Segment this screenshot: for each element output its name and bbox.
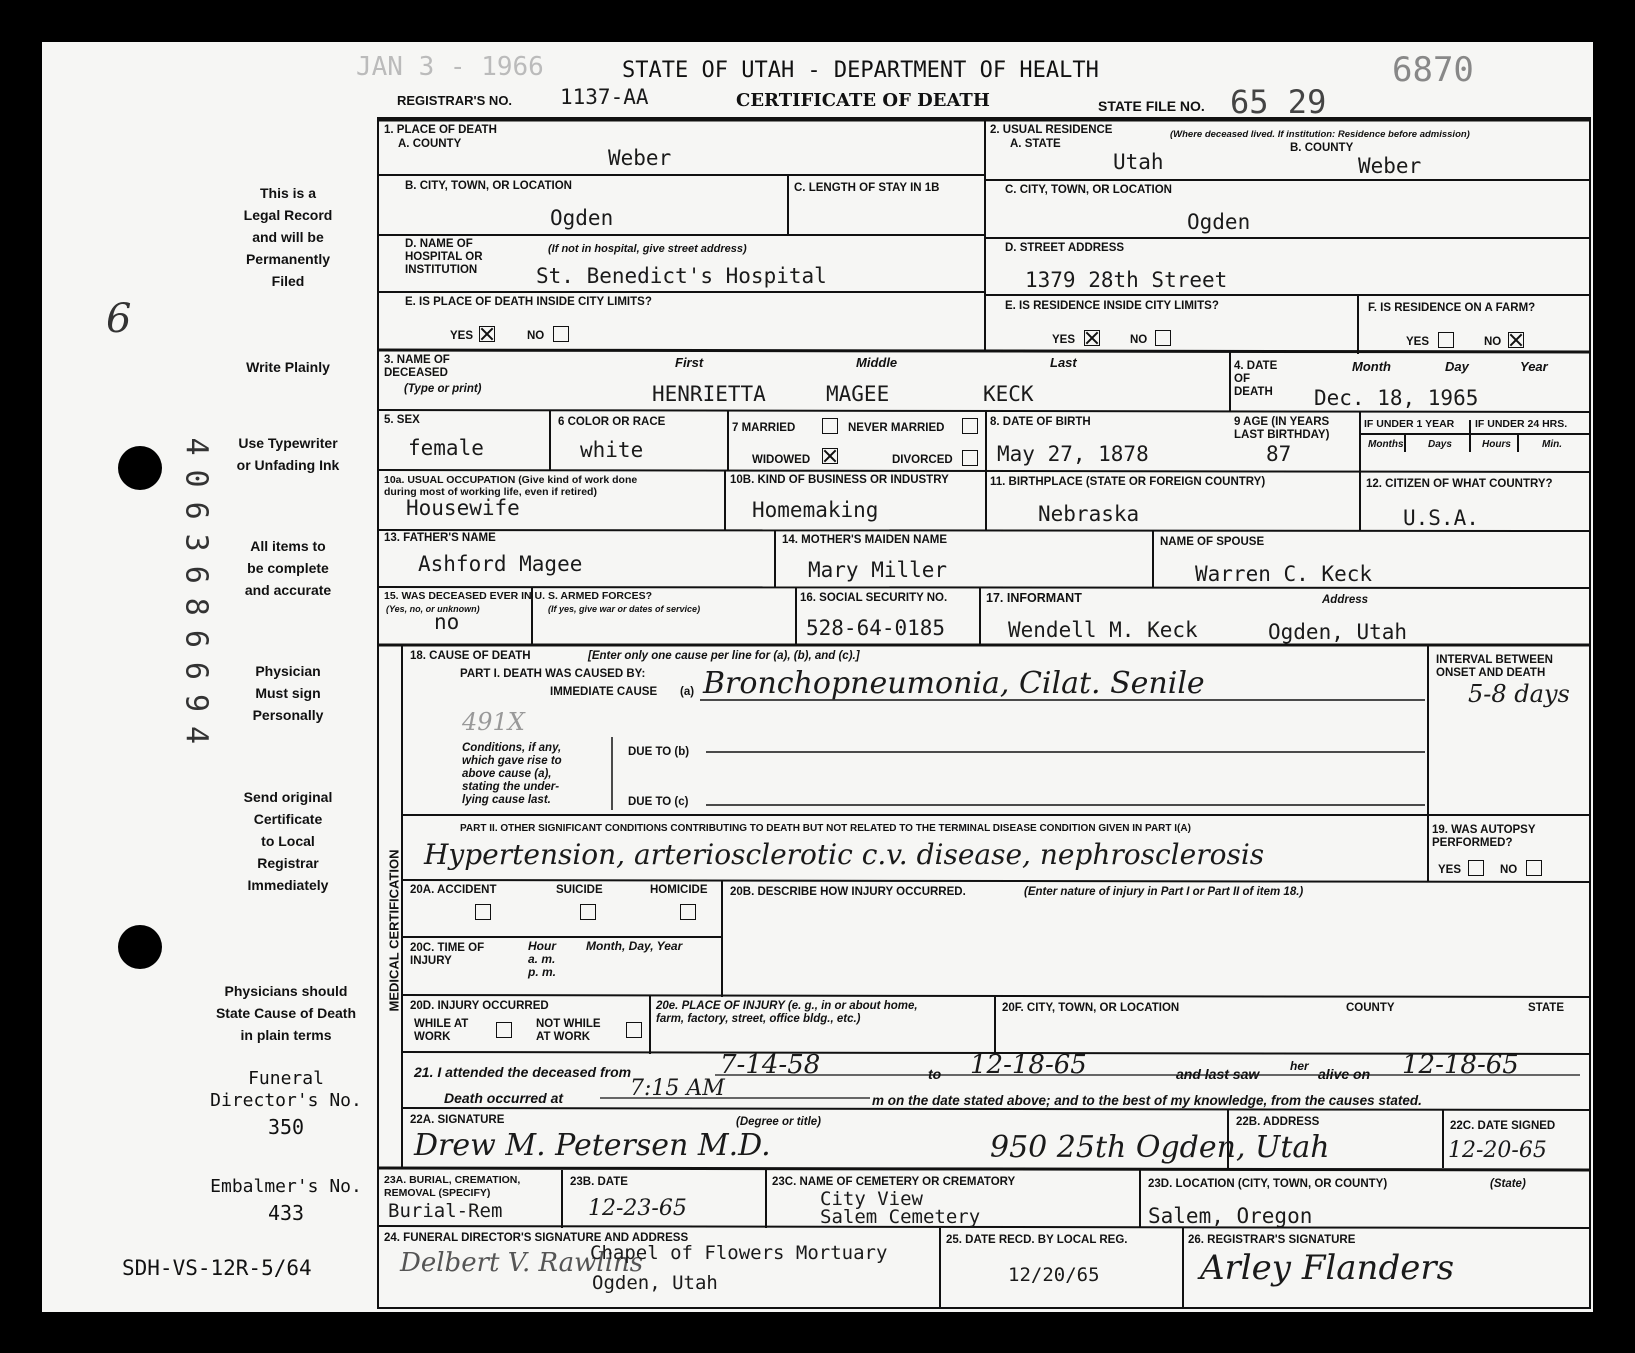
value-armed-forces: no <box>434 610 460 634</box>
checkbox-widowed[interactable] <box>822 448 838 464</box>
label-injury-description: 20B. DESCRIBE HOW INJURY OCCURRED. <box>730 886 966 898</box>
state-file-number: 65 29 <box>1230 83 1327 121</box>
registrar-label: REGISTRAR'S NO. <box>397 93 513 108</box>
value-race: white <box>580 438 644 462</box>
value-date-of-birth: May 27, 1878 <box>997 442 1149 466</box>
value-part-2-conditions: Hypertension, arteriosclerotic c.v. disease, nephrosclerosis <box>424 838 1265 871</box>
value-sex: female <box>408 436 484 460</box>
value-informant: Wendell M. Keck <box>1008 618 1198 642</box>
label-attended: 21. I attended the deceased from <box>414 1064 632 1080</box>
label-min: Min. <box>1542 439 1562 450</box>
label-homicide: HOMICIDE <box>650 884 708 896</box>
label-interval: INTERVAL BETWEEN ONSET AND DEATH <box>1436 654 1553 679</box>
side-physicians-note: Physicians should State Cause of Death in plain terms <box>215 983 357 1043</box>
label-county-a: A. COUNTY <box>398 138 462 150</box>
label-conditions-note: Conditions, if any, which gave rise to above cause (a), stating the under- lying cause last. <box>462 742 562 806</box>
label-cemetery: 23C. NAME OF CEMETERY OR CREMATORY <box>772 1176 1016 1188</box>
label-widowed: WIDOWED <box>752 454 811 466</box>
received-stamp: JAN 3 - 1966 <box>356 52 544 82</box>
label-funeral-director: 24. FUNERAL DIRECTOR'S SIGNATURE AND ADDRESS <box>384 1232 689 1244</box>
label-farm: F. IS RESIDENCE ON A FARM? <box>1368 302 1536 314</box>
value-funeral-city: Ogden, Utah <box>592 1272 718 1294</box>
label-due-to-c: DUE TO (c) <box>628 796 689 808</box>
label-sex: 5. SEX <box>384 414 420 426</box>
label-date-received: 25. DATE RECD. BY LOCAL REG. <box>946 1234 1128 1246</box>
label-type-print: (Type or print) <box>404 383 482 395</box>
label-death-occurred: Death occurred at <box>444 1090 564 1106</box>
embalmer-label: Embalmer's No. <box>210 1176 362 1197</box>
value-date-signed: 12-20-65 <box>1448 1138 1547 1163</box>
label-yes: YES <box>450 330 474 342</box>
label-age: 9 AGE (IN YEARS LAST BIRTHDAY) <box>1234 416 1330 441</box>
vertical-serial-number: 4063686694 <box>178 437 214 759</box>
value-cemetery: City View <box>820 1188 923 1210</box>
label-hours: Hours <box>1482 439 1511 450</box>
label-accident: 20A. ACCIDENT <box>410 884 497 896</box>
certificate-title: CERTIFICATE OF DEATH <box>736 90 990 111</box>
label-married: 7 MARRIED <box>732 422 796 434</box>
value-registrar-signature: Arley Flanders <box>1200 1248 1455 1288</box>
label-signature-22a: 22A. SIGNATURE <box>410 1114 505 1126</box>
label-armed-forces: 15. WAS DECEASED EVER IN U. S. ARMED FORCES? <box>384 590 652 602</box>
value-cemetery-location: Salem, Oregon <box>1148 1204 1313 1228</box>
label-degree: (Degree or title) <box>736 1116 821 1128</box>
value-disease-code: 491X <box>462 708 525 736</box>
label-first: First <box>675 355 704 370</box>
value-citizen: U.S.A. <box>1403 506 1479 530</box>
label-cause-of-death: 18. CAUSE OF DEATH <box>410 650 531 662</box>
checkbox-inside-city-yes[interactable] <box>479 326 495 342</box>
value-funeral-home: Chapel of Flowers Mortuary <box>590 1242 888 1264</box>
checkbox-while-at-work[interactable] <box>496 1022 512 1038</box>
checkbox-never-married[interactable] <box>962 418 978 434</box>
label-place-of-injury: 20e. PLACE OF INJURY (e. g., in or about home, farm, factory, street, office bldg., etc.) <box>656 1000 918 1025</box>
label-father: 13. FATHER'S NAME <box>384 532 496 544</box>
label-county: COUNTY <box>1346 1002 1395 1014</box>
label-suicide: SUICIDE <box>556 884 603 896</box>
label-state-paren: (State) <box>1490 1178 1526 1190</box>
label-no: NO <box>1500 864 1518 876</box>
form-id: SDH-VS-12R-5/64 <box>122 1256 312 1280</box>
label-last: Last <box>1050 355 1077 370</box>
note-injury-description: (Enter nature of injury in Part I or Part II of item 18.) <box>1024 886 1304 898</box>
label-autopsy: 19. WAS AUTOPSY PERFORMED? <box>1432 824 1536 849</box>
side-legal-note: This is a Legal Record and will be Permanently Filed <box>243 185 333 289</box>
label-city-20f: 20F. CITY, TOWN, OR LOCATION <box>1002 1002 1180 1014</box>
label-place-of-death: 1. PLACE OF DEATH <box>384 124 497 136</box>
value-immediate-cause: Bronchopneumonia, Cilat. Senile <box>703 666 1205 701</box>
label-date-of-death: 4. DATE OF DEATH <box>1234 360 1278 398</box>
value-hospital: St. Benedict's Hospital <box>536 264 827 288</box>
label-occupation: 10a. USUAL OCCUPATION (Give kind of work done during most of working life, even if retired) <box>384 474 638 498</box>
value-county: Weber <box>608 146 672 170</box>
label-city-c: C. CITY, TOWN, OR LOCATION <box>1005 184 1172 196</box>
label-no: NO <box>1130 334 1148 346</box>
label-no: NO <box>527 330 545 342</box>
state-file-label: STATE FILE NO. <box>1098 98 1205 114</box>
label-ssn: 16. SOCIAL SECURITY NO. <box>800 592 948 604</box>
label-under-1-year: IF UNDER 1 YEAR <box>1364 418 1455 430</box>
label-spouse: NAME OF SPOUSE <box>1160 536 1265 548</box>
value-ssn: 528-64-0185 <box>806 616 946 640</box>
label-county-b: B. COUNTY <box>1290 142 1354 154</box>
value-alive-on: 12-18-65 <box>1402 1050 1519 1080</box>
label-street-d: D. STREET ADDRESS <box>1005 242 1125 254</box>
value-city: Ogden <box>550 206 614 230</box>
label-days: Days <box>1428 439 1452 450</box>
value-occupation: Housewife <box>406 496 520 520</box>
label-last-saw: and last saw <box>1176 1066 1260 1082</box>
value-burial: Burial-Rem <box>388 1200 503 1222</box>
value-birthplace: Nebraska <box>1038 502 1140 526</box>
label-to: to <box>928 1066 942 1082</box>
label-part-2: PART II. OTHER SIGNIFICANT CONDITIONS CONTRIBUTING TO DEATH BUT NOT RELATED TO THE TERMINAL DISEASE CONDITION GIVEN IN PART I(A) <box>460 823 1191 834</box>
label-name-deceased: 3. NAME OF DECEASED <box>384 354 450 379</box>
checkbox-married[interactable] <box>822 418 838 434</box>
value-attended-from: 7-14-58 <box>720 1050 821 1080</box>
label-no: NO <box>1484 336 1502 348</box>
checkbox-homicide[interactable] <box>680 904 696 920</box>
value-residence-city: Ogden <box>1187 210 1251 234</box>
value-residence-county: Weber <box>1358 154 1422 178</box>
label-address-22b: 22B. ADDRESS <box>1236 1116 1320 1128</box>
checkbox-farm-yes[interactable] <box>1438 332 1454 348</box>
funeral-director-label: Funeral Director's No. <box>210 1068 362 1111</box>
value-physician-signature: Drew M. Petersen M.D. <box>414 1128 771 1163</box>
side-complete-note: All items to be complete and accurate <box>244 538 332 598</box>
label-state: STATE <box>1528 1002 1564 1014</box>
label-stay-c: C. LENGTH OF STAY IN 1B <box>794 182 940 194</box>
checkbox-autopsy-yes[interactable] <box>1468 860 1484 876</box>
value-business: Homemaking <box>752 498 879 522</box>
label-part-1: PART I. DEATH WAS CAUSED BY: <box>460 668 646 680</box>
value-last-name: KECK <box>983 382 1034 406</box>
label-under-24-hours: IF UNDER 24 HRS. <box>1475 418 1568 430</box>
margin-handwritten-mark: 6 <box>106 296 132 342</box>
label-year: Year <box>1520 359 1548 374</box>
label-never-married: NEVER MARRIED <box>848 422 945 434</box>
label-alive-on: alive on <box>1318 1066 1371 1082</box>
agency-title: STATE OF UTAH - DEPARTMENT OF HEALTH <box>622 58 1099 83</box>
label-location-23d: 23D. LOCATION (CITY, TOWN, OR COUNTY) <box>1148 1178 1388 1190</box>
note-usual-residence: (Where deceased lived. If institution: Residence before admission) <box>1170 129 1470 140</box>
note-armed-2: (If yes, give war or dates of service) <box>548 604 701 614</box>
checkbox-res-inside-no[interactable] <box>1155 330 1171 346</box>
side-physician-note: Physician Must sign Personally <box>252 663 324 723</box>
value-attended-to: 12-18-65 <box>970 1050 1087 1080</box>
label-city-b: B. CITY, TOWN, OR LOCATION <box>405 180 572 192</box>
label-immediate-cause: IMMEDIATE CAUSE <box>550 686 658 698</box>
value-mother: Mary Miller <box>808 558 948 582</box>
checkbox-res-inside-yes[interactable] <box>1084 330 1100 346</box>
label-due-to-b: DUE TO (b) <box>628 746 690 758</box>
label-date-of-birth: 8. DATE OF BIRTH <box>990 416 1091 428</box>
label-inside-city: E. IS PLACE OF DEATH INSIDE CITY LIMITS? <box>405 296 652 308</box>
checkbox-farm-no[interactable] <box>1508 332 1524 348</box>
label-divorced: DIVORCED <box>892 454 953 466</box>
value-informant-address: Ogden, Utah <box>1268 620 1408 644</box>
checkbox-accident[interactable] <box>475 904 491 920</box>
note-cause-of-death: [Enter only one cause per line for (a), (b), and (c).] <box>588 650 860 662</box>
label-usual-residence: 2. USUAL RESIDENCE <box>990 124 1113 136</box>
top-number: 6870 <box>1392 50 1474 90</box>
label-injury-occurred: 20D. INJURY OCCURRED <box>410 1000 549 1012</box>
label-burial: 23A. BURIAL, CREMATION, REMOVAL (SPECIFY) <box>384 1174 521 1199</box>
value-funeral-signature: Delbert V. Rawlins <box>400 1248 644 1278</box>
label-her: her <box>1290 1059 1309 1073</box>
label-yes: YES <box>1406 336 1430 348</box>
value-age: 87 <box>1266 442 1292 466</box>
checkbox-divorced[interactable] <box>962 450 978 466</box>
label-months: Months <box>1368 439 1404 450</box>
value-date-received: 12/20/65 <box>1008 1264 1100 1286</box>
label-citizen: 12. CITIZEN OF WHAT COUNTRY? <box>1366 478 1553 490</box>
label-not-at-work: NOT WHILE AT WORK <box>536 1018 601 1043</box>
label-month: Month <box>1352 359 1391 374</box>
label-res-inside-city: E. IS RESIDENCE INSIDE CITY LIMITS? <box>1005 300 1219 312</box>
value-residence-state: Utah <box>1113 150 1164 174</box>
value-date-of-death: Dec. 18, 1965 <box>1314 386 1479 410</box>
label-date-signed: 22C. DATE SIGNED <box>1450 1120 1556 1132</box>
label-middle: Middle <box>856 355 898 370</box>
label-line-a: (a) <box>680 686 695 698</box>
label-address: Address <box>1322 594 1369 606</box>
label-while-at-work: WHILE AT WORK <box>414 1018 469 1043</box>
side-typewriter-note: Use Typewriter or Unfading Ink <box>236 435 340 473</box>
label-hour: Hour a. m. p. m. <box>528 939 557 979</box>
value-middle-name: MAGEE <box>826 382 890 406</box>
value-father: Ashford Magee <box>418 552 583 576</box>
value-burial-date: 12-23-65 <box>588 1196 687 1221</box>
label-day: Day <box>1445 359 1469 374</box>
checkbox-suicide[interactable] <box>580 904 596 920</box>
side-write-plainly: Write Plainly <box>246 359 330 375</box>
checkbox-inside-city-no[interactable] <box>553 326 569 342</box>
label-color-race: 6 COLOR OR RACE <box>558 416 666 428</box>
value-spouse: Warren C. Keck <box>1195 562 1373 586</box>
label-burial-date: 23B. DATE <box>570 1176 628 1188</box>
label-yes: YES <box>1438 864 1462 876</box>
label-mother: 14. MOTHER'S MAIDEN NAME <box>782 534 948 546</box>
value-first-name: HENRIETTA <box>652 382 766 406</box>
value-physician-address: 950 25th Ogden, Utah <box>990 1130 1330 1165</box>
label-time-of-injury: 20C. TIME OF INJURY <box>410 942 485 967</box>
label-state-a: A. STATE <box>1010 138 1061 150</box>
label-informant: 17. INFORMANT <box>986 591 1082 605</box>
note-hospital: (If not in hospital, give street address) <box>548 243 747 255</box>
value-street: 1379 28th Street <box>1025 268 1228 292</box>
funeral-director-number: 350 <box>267 1115 305 1139</box>
embalmer-number: 433 <box>267 1201 305 1225</box>
label-yes: YES <box>1052 334 1076 346</box>
label-registrar-signature: 26. REGISTRAR'S SIGNATURE <box>1188 1234 1356 1246</box>
label-birthplace: 11. BIRTHPLACE (STATE OR FOREIGN COUNTRY) <box>990 476 1266 488</box>
label-month-day-year: Month, Day, Year <box>586 939 683 953</box>
registrar-number: 1137-AA <box>560 85 649 109</box>
checkbox-autopsy-no[interactable] <box>1526 860 1542 876</box>
checkbox-not-at-work[interactable] <box>626 1022 642 1038</box>
value-interval: 5-8 days <box>1468 680 1570 708</box>
label-business: 10B. KIND OF BUSINESS OR INDUSTRY <box>730 474 949 486</box>
side-send-note: Send original Certificate to Local Registrar Immediately <box>243 789 333 893</box>
label-hospital-d: D. NAME OF HOSPITAL OR INSTITUTION <box>405 238 483 276</box>
value-death-time: 7:15 AM <box>630 1076 725 1101</box>
label-medical-certification: MEDICAL CERTIFICATION <box>386 849 402 1012</box>
note-armed-1: (Yes, no, or unknown) <box>386 604 480 614</box>
label-m-on-date: m on the date stated above; and to the best of my knowledge, from the causes stated. <box>872 1093 1422 1108</box>
value-cemetery-line2: Salem Cemetery <box>820 1206 981 1228</box>
